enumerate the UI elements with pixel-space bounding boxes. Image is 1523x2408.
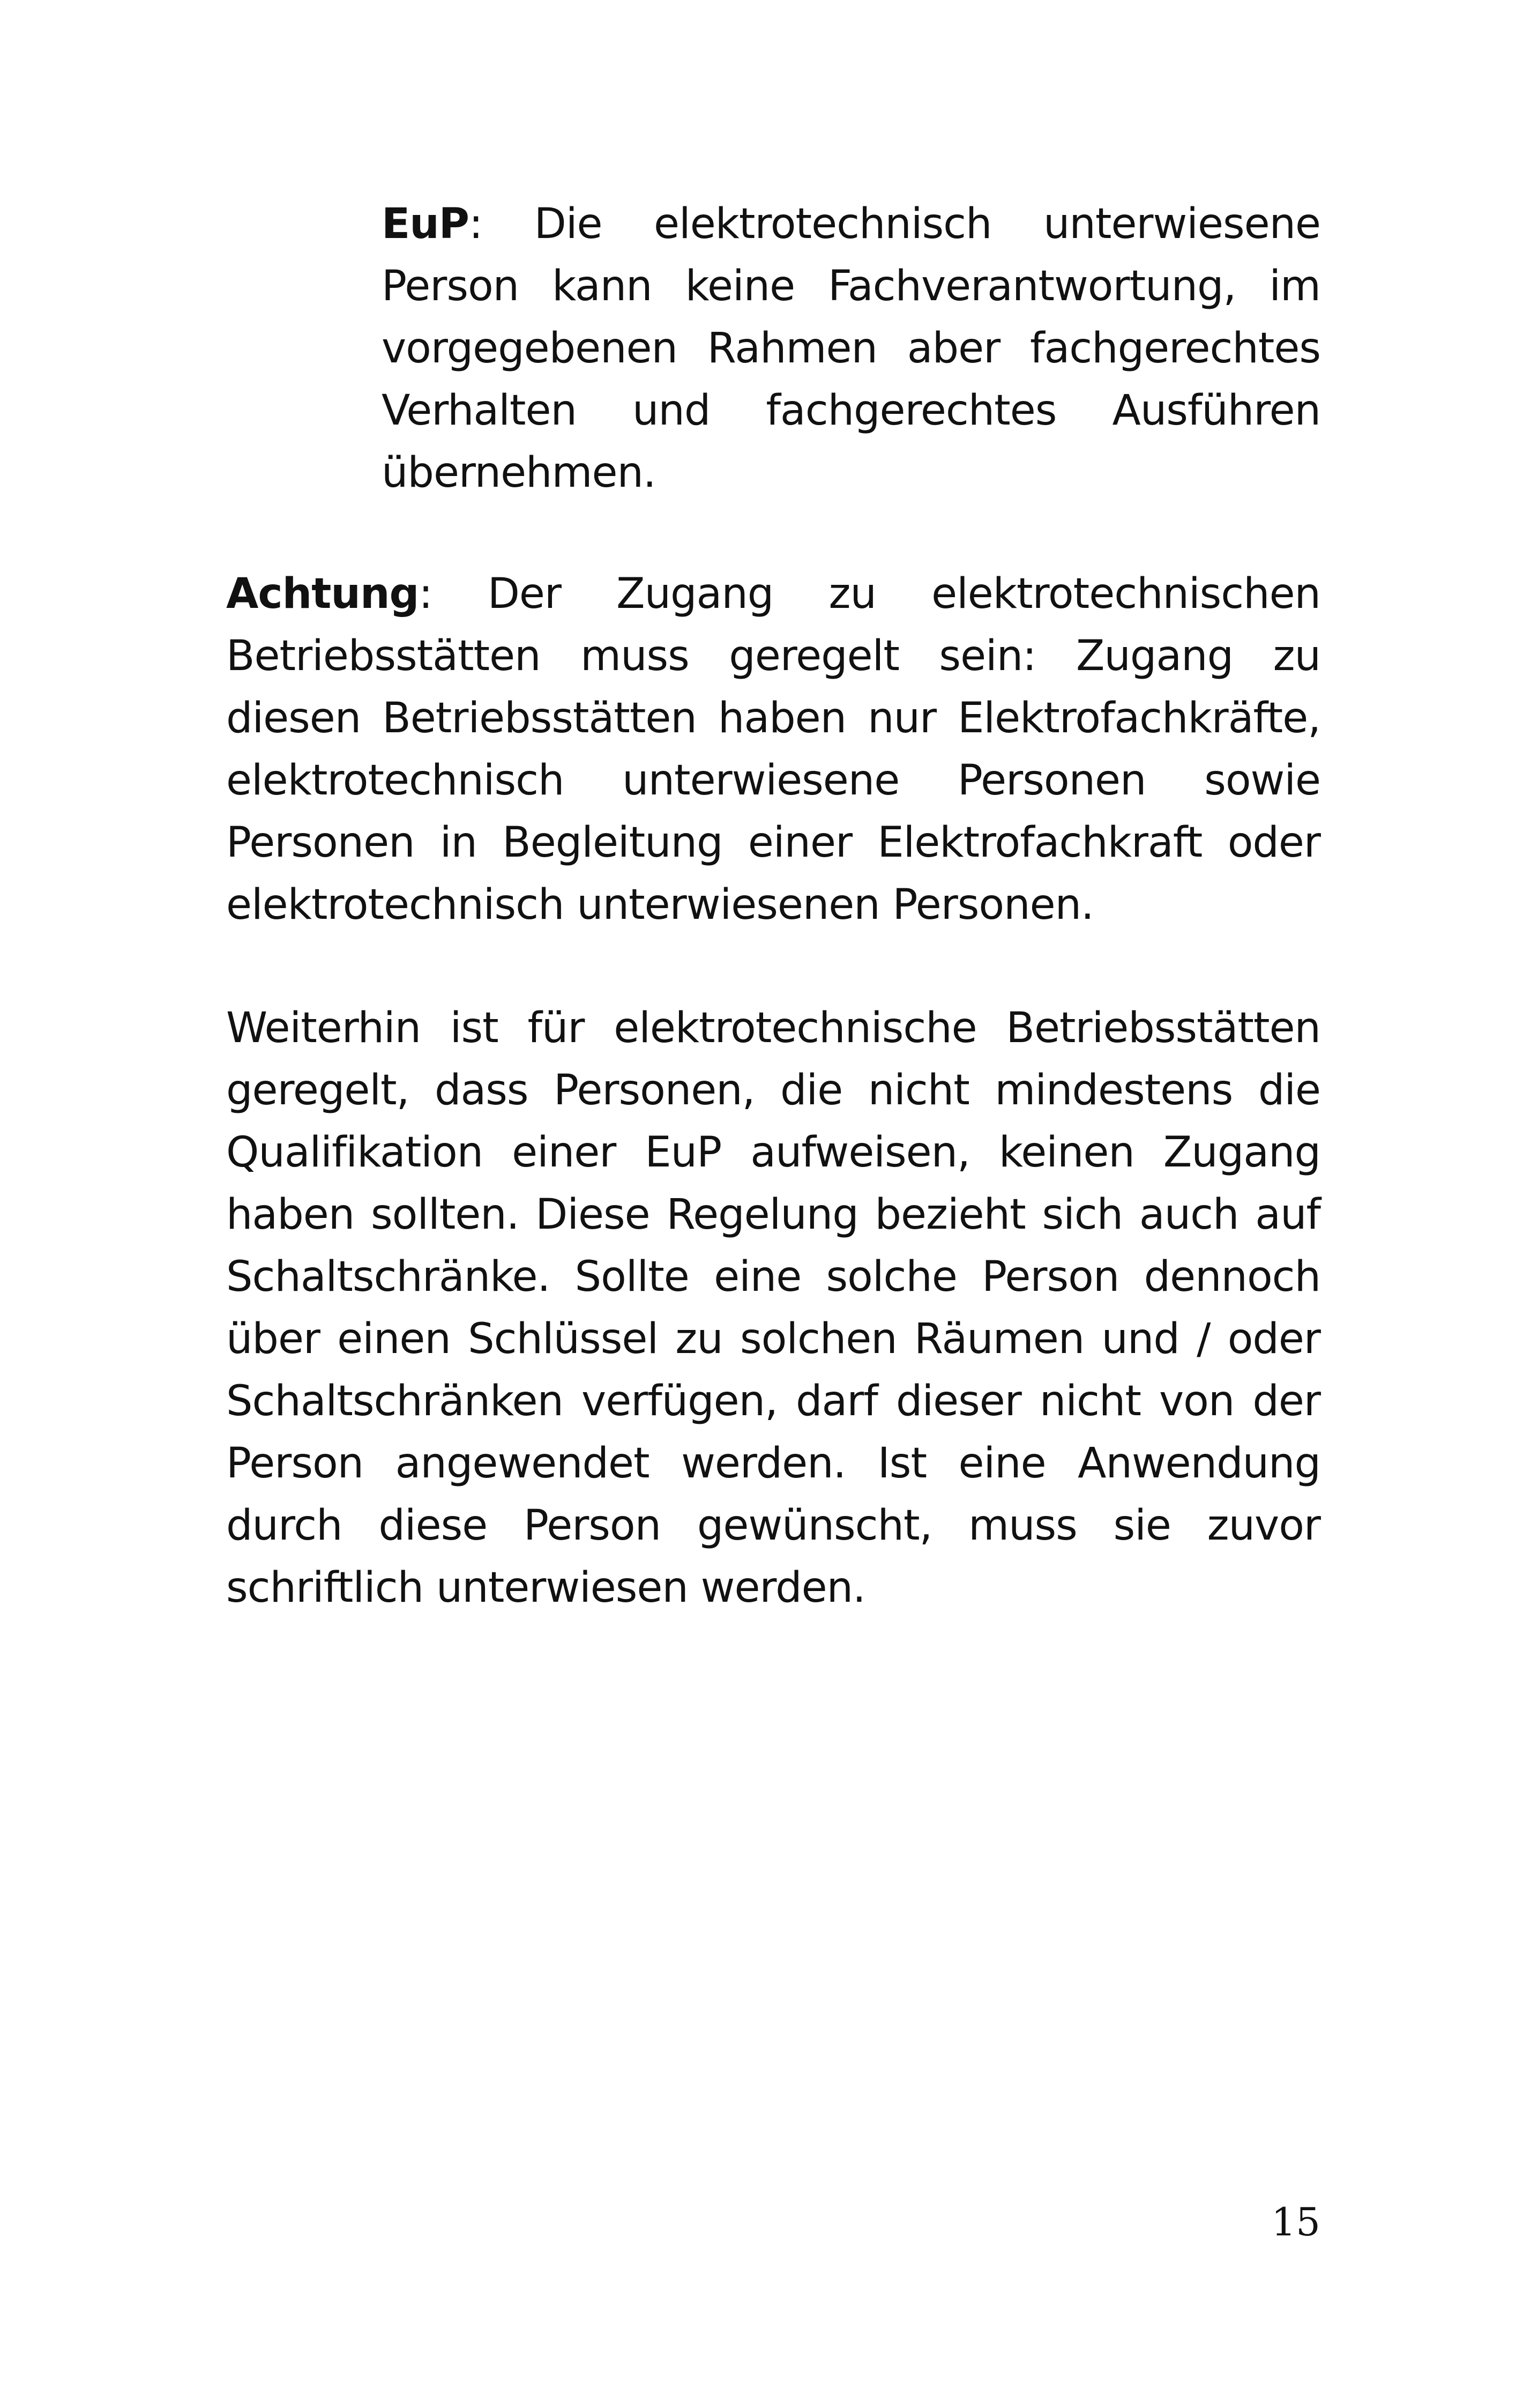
eup-definition-paragraph [382,193,1320,504]
eup-definition-text: : Die elektrotechnisch unterwiesene Person kann keine Fachverantwortung, im vorgegebenen Rahmen aber fachgerechtes Verhalten und fachgerechtes Ausführen übernehmen. [382,200,1320,497]
weiterhin-paragraph: Weiterhin ist für elektrotechnische Betriebsstätten geregelt, dass Personen, die nicht mindestens die Qualifikation einer EuP aufweisen, keinen Zugang haben sollten. Diese Regelung bezieht sich auch auf Schaltschränke. Sollte eine solche Person dennoch über einen Schlüssel zu solchen Räumen und / oder Schaltschränken verfügen, darf dieser nicht von der Person angewendet werden. Ist eine Anwendung durch diese Person gewünscht, muss sie zuvor schriftlich unterwiesen werden. [226,1004,1320,1612]
page-number: 15 [1271,2199,1320,2245]
eup-term: EuP [382,200,469,248]
achtung-term: Achtung [226,570,419,618]
achtung-paragraph [226,563,1320,936]
achtung-text: : Der Zugang zu elektrotechnischen Betriebsstätten muss geregelt sein: Zugang zu diesen Betriebsstätten haben nur Elektrofachkräfte, elektrotechnisch unterwiesene Personen sowie Personen in Begleitung einer Elektrofachkraft oder elektrotechnisch unterwiesenen Personen. [226,570,1320,929]
